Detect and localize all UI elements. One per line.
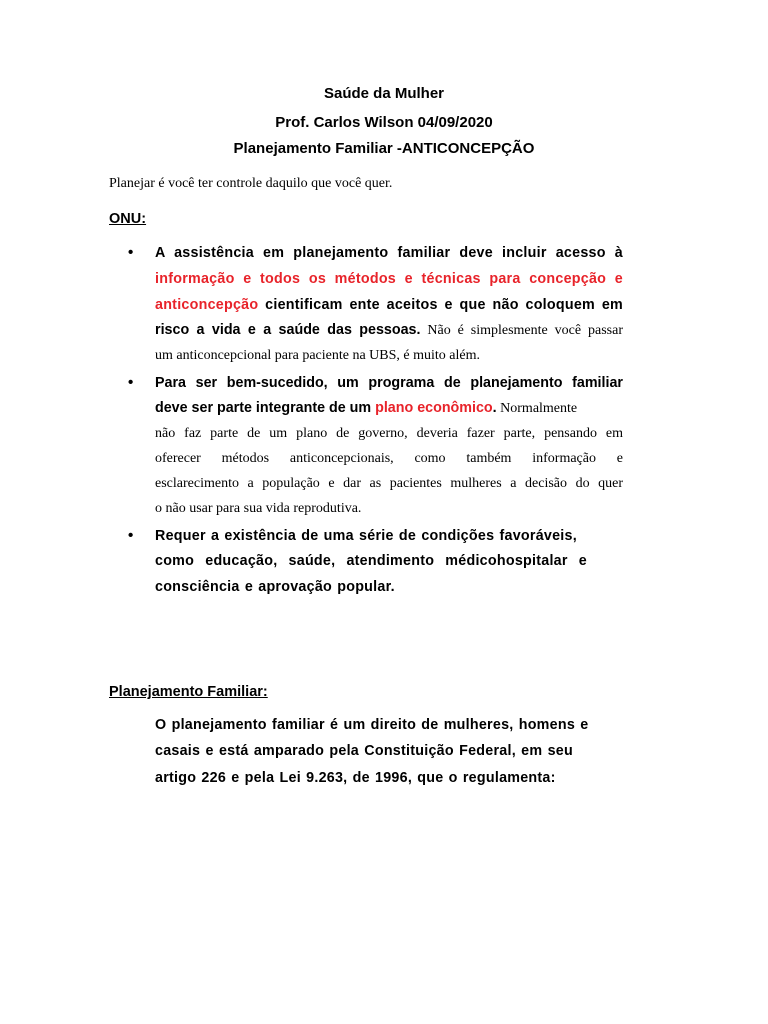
document-topic: Planejamento Familiar -ANTICONCEPÇÃO xyxy=(233,140,535,157)
bullet-2-line-5: esclarecimento a população e dar as pacientes mulheres a decisão do quer xyxy=(155,476,623,491)
bullet-2-line-2 xyxy=(155,400,623,417)
bullet-1-bold-phrase: risco a vida e a saúde das pessoas. xyxy=(155,322,421,338)
planejamento-line-2: casais e está amparado pela Constituição Federal, em seu xyxy=(155,743,573,759)
bullet-1-comment: Não é simplesmente você passar xyxy=(420,323,623,338)
bullet-1-line-4 xyxy=(155,322,623,339)
bullet-3-marker: • xyxy=(128,527,134,544)
bullet-2-comment-start: Normalmente xyxy=(496,401,578,416)
bullet-1-red-term: anticoncepção xyxy=(155,297,259,313)
bullet-2-line-1: Para ser bem-sucedido, um programa de planejamento familiar xyxy=(155,375,623,391)
bullet-1-line-3-rest: cientificam ente aceitos e que não coloquem em xyxy=(258,297,623,313)
bullet-3-line-1: Requer a existência de uma série de condições favoráveis, xyxy=(155,528,577,544)
planejamento-heading: Planejamento Familiar: xyxy=(109,684,268,700)
professor-line: Prof. Carlos Wilson 04/09/2020 xyxy=(275,114,493,131)
bullet-1-marker: • xyxy=(128,244,134,261)
bullet-1-line-1: A assistência em planejamento familiar deve incluir acesso à xyxy=(155,245,623,261)
bullet-2-line-2-start: deve ser parte integrante de um xyxy=(155,400,376,416)
bullet-2-period: . xyxy=(492,400,497,416)
planejamento-line-3: artigo 226 e pela Lei 9.263, de 1996, que o regulamenta: xyxy=(155,770,556,786)
bullet-2-line-3: não faz parte de um plano de governo, deveria fazer parte, pensando em xyxy=(155,426,623,441)
bullet-3-line-3: consciência e aprovação popular. xyxy=(155,579,395,595)
onu-heading: ONU: xyxy=(109,211,147,227)
bullet-2-line-6: o não usar para sua vida reprodutiva. xyxy=(155,501,362,516)
bullet-3-line-2: como educação, saúde, atendimento médicohospitalar e xyxy=(155,553,587,569)
bullet-1-line-5: um anticoncepcional para paciente na UBS, é muito além. xyxy=(155,348,480,363)
bullet-2-red-term: plano econômico xyxy=(375,400,493,416)
bullet-1-line-2: informação e todos os métodos e técnicas para concepção e xyxy=(155,271,623,287)
document-title: Saúde da Mulher xyxy=(323,85,445,102)
bullet-2-line-4: oferecer métodos anticoncepcionais, como também informação e xyxy=(155,451,623,466)
planejamento-line-1: O planejamento familiar é um direito de mulheres, homens e xyxy=(155,717,589,733)
intro-text: Planejar é você ter controle daquilo que você quer. xyxy=(109,176,393,191)
bullet-1-line-3 xyxy=(155,297,623,313)
bullet-2-marker: • xyxy=(128,374,134,391)
